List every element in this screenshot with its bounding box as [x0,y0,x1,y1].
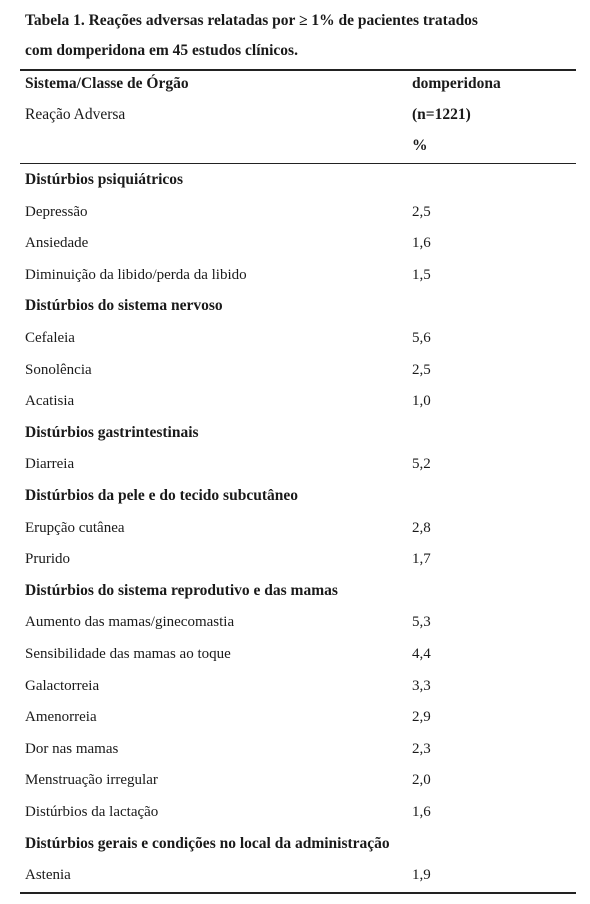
header-sample-size: (n=1221) [412,106,471,123]
adverse-reaction-label: Dor nas mamas [25,740,119,757]
percent-value: 5,3 [412,614,431,631]
percent-value: 5,2 [412,456,431,473]
percent-value: 1,9 [412,867,431,884]
system-organ-class-label: Distúrbios gerais e condições no local da administração [25,834,390,852]
caption-line-2: com domperidona em 45 estudos clínicos. [25,42,298,59]
system-organ-class-row [0,481,590,513]
adverse-reaction-label: Galactorreia [25,677,100,694]
adverse-reaction-row [0,323,590,355]
adverse-reaction-label: Diminuição da libido/perda da libido [25,266,247,283]
adverse-reaction-label: Prurido [25,551,70,568]
system-organ-class-row [0,165,590,197]
adverse-reaction-label: Sonolência [25,361,92,378]
adverse-reaction-row [0,702,590,734]
adverse-reaction-row [0,765,590,797]
percent-value: 1,5 [412,266,431,283]
table-caption [25,6,580,66]
percent-value: 2,9 [412,709,431,726]
percent-value: 2,8 [412,519,431,536]
system-organ-class-label: Distúrbios do sistema nervoso [25,297,223,315]
adverse-reaction-row [0,386,590,418]
system-organ-class-label: Distúrbios psiquiátricos [25,171,184,188]
adverse-reaction-label: Acatisia [25,393,75,410]
adverse-reaction-label: Menstruação irregular [25,772,158,789]
adverse-reaction-label: Depressão [25,203,88,220]
adverse-reaction-label: Ansiedade [25,235,89,252]
system-organ-class-label: Distúrbios gastrintestinais [25,423,199,441]
adverse-reaction-row [0,607,590,639]
adverse-reaction-row [0,228,590,260]
percent-value: 2,3 [412,740,431,757]
system-organ-class-row [0,576,590,608]
percent-value: 2,5 [412,361,431,378]
adverse-reaction-label: Astenia [25,867,71,884]
header-drug-name: domperidona [412,75,501,92]
adverse-reaction-row [0,260,590,292]
bottom-rule [20,892,576,894]
percent-value: 4,4 [412,646,431,662]
percent-value: 3,3 [412,677,431,694]
adverse-reaction-row [0,797,590,829]
adverse-reaction-row [0,355,590,387]
system-organ-class-row [0,829,590,861]
top-rule [20,69,576,71]
adverse-reaction-label: Aumento das mamas/ginecomastia [25,614,235,631]
header-adverse-reaction: Reação Adversa [25,106,126,123]
header-percent: % [412,137,428,154]
percent-value: 1,6 [412,235,431,252]
adverse-reaction-row [0,449,590,481]
percent-value: 2,0 [412,772,431,789]
adverse-reaction-row [0,860,590,892]
adverse-reaction-label: Cefaleia [25,330,75,346]
adverse-reaction-label: Distúrbios da lactação [25,804,159,820]
adverse-reaction-row [0,513,590,545]
caption-line-1: Tabela 1. Reações adversas relatadas por ≥ 1% de pacientes tratados [25,12,478,29]
adverse-reaction-label: Erupção cutânea [25,519,125,536]
system-organ-class-row [0,291,590,323]
percent-value: 2,5 [412,203,431,220]
adverse-reaction-row [0,544,590,576]
percent-value: 1,7 [412,551,431,568]
percent-value: 1,0 [412,393,431,410]
header-system-organ-class: Sistema/Classe de Órgão [25,75,189,92]
system-organ-class-label: Distúrbios do sistema reprodutivo e das mamas [25,581,338,599]
header-rule [20,163,576,164]
adverse-reaction-label: Sensibilidade das mamas ao toque [25,646,231,662]
system-organ-class-label: Distúrbios da pele e do tecido subcutâneo [25,487,298,504]
adverse-reaction-label: Amenorreia [25,709,97,726]
adverse-reaction-row [0,671,590,703]
adverse-reaction-row [0,734,590,766]
system-organ-class-row [0,418,590,450]
adverse-reaction-row [0,639,590,671]
percent-value: 1,6 [412,804,431,820]
percent-value: 5,6 [412,330,431,346]
adverse-reaction-label: Diarreia [25,456,75,473]
adverse-reaction-row [0,197,590,229]
